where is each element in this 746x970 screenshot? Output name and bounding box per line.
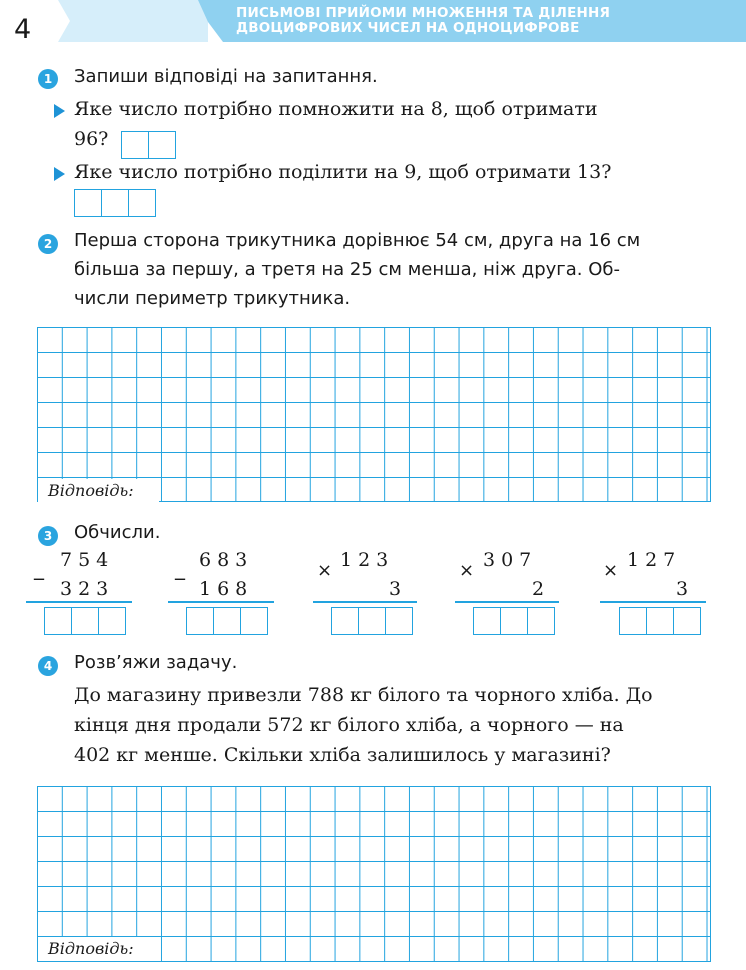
- multiplication-sign: ×: [317, 560, 333, 581]
- subtraction-sign: _: [34, 556, 44, 580]
- task-2-answer-label: Відповідь:: [38, 479, 159, 503]
- topic-title: [236, 6, 706, 36]
- problem-5-rule: [600, 601, 706, 603]
- task-2-line1: Перша сторона трикутника дорівнює 54 см, друга на 16 см: [74, 230, 641, 251]
- task-4-title: Розв’яжи задачу.: [74, 652, 238, 673]
- task-4-line2: кінця дня продали 572 кг білого хліба, а чорного — на: [74, 714, 624, 736]
- task-4-number: 4: [38, 656, 58, 676]
- page-number: 4: [14, 14, 32, 45]
- problem-3-answer-box[interactable]: [331, 607, 413, 635]
- task-4-answer-label: Відповідь:: [38, 937, 159, 961]
- problem-4-bottom: 2: [532, 578, 545, 600]
- multiplication-sign: ×: [603, 560, 619, 581]
- topic-title-line1: ПИСЬМОВІ ПРИЙОМИ МНОЖЕННЯ ТА ДІЛЕННЯ: [236, 5, 611, 21]
- multiplication-sign: ×: [459, 560, 475, 581]
- task-1-q1-line1: Яке число потрібно помножити на 8, щоб отримати: [74, 98, 598, 120]
- topic-title-line2: ДВОЦИФРОВИХ ЧИСЕЛ НА ОДНОЦИФРОВЕ: [236, 20, 580, 36]
- problem-1-rule: [26, 601, 132, 603]
- problem-2-bottom: 168: [199, 578, 254, 600]
- task-4-solution-grid[interactable]: [37, 786, 711, 962]
- task-1-q2: Яке число потрібно поділити на 9, щоб отримати 13?: [74, 161, 612, 183]
- bullet-arrow-icon: [54, 104, 65, 118]
- problem-4-rule: [455, 601, 559, 603]
- problem-2-top: 683: [199, 549, 254, 571]
- problem-3-rule: [313, 601, 417, 603]
- problem-3-bottom: 3: [389, 578, 402, 600]
- problem-2-rule: [168, 601, 274, 603]
- bullet-arrow-icon: [54, 167, 65, 181]
- problem-2-answer-box[interactable]: [186, 607, 268, 635]
- task-2-solution-grid[interactable]: [37, 327, 711, 502]
- problem-1-top: 754: [60, 549, 115, 571]
- task-3-number: 3: [38, 526, 58, 546]
- task-1-q1-answer-box[interactable]: [121, 131, 176, 159]
- task-2-number: 2: [38, 234, 58, 254]
- task-1-title: Запиши відповіді на запитання.: [74, 66, 378, 87]
- problem-4-top: 307: [483, 549, 538, 571]
- problem-4-answer-box[interactable]: [473, 607, 555, 635]
- problem-5-answer-box[interactable]: [619, 607, 701, 635]
- task-1-q2-answer-box[interactable]: [74, 189, 156, 217]
- task-1-q1-line2: 96?: [74, 128, 109, 150]
- task-4-line3: 402 кг менше. Скільки хліба залишилось у магазині?: [74, 744, 611, 766]
- problem-3-top: 123: [340, 549, 395, 571]
- task-1-number: 1: [38, 69, 58, 89]
- problem-1-bottom: 323: [60, 578, 115, 600]
- task-2-line3: числи периметр трикутника.: [74, 288, 351, 309]
- subtraction-sign: _: [175, 556, 185, 580]
- problem-1-answer-box[interactable]: [44, 607, 126, 635]
- problem-5-bottom: 3: [676, 578, 689, 600]
- task-2-line2: більша за першу, а третя на 25 см менша, ніж друга. Об-: [74, 259, 621, 280]
- problem-5-top: 127: [627, 549, 682, 571]
- task-3-title: Обчисли.: [74, 522, 161, 543]
- task-4-line1: До магазину привезли 788 кг білого та чорного хліба. До: [74, 684, 653, 706]
